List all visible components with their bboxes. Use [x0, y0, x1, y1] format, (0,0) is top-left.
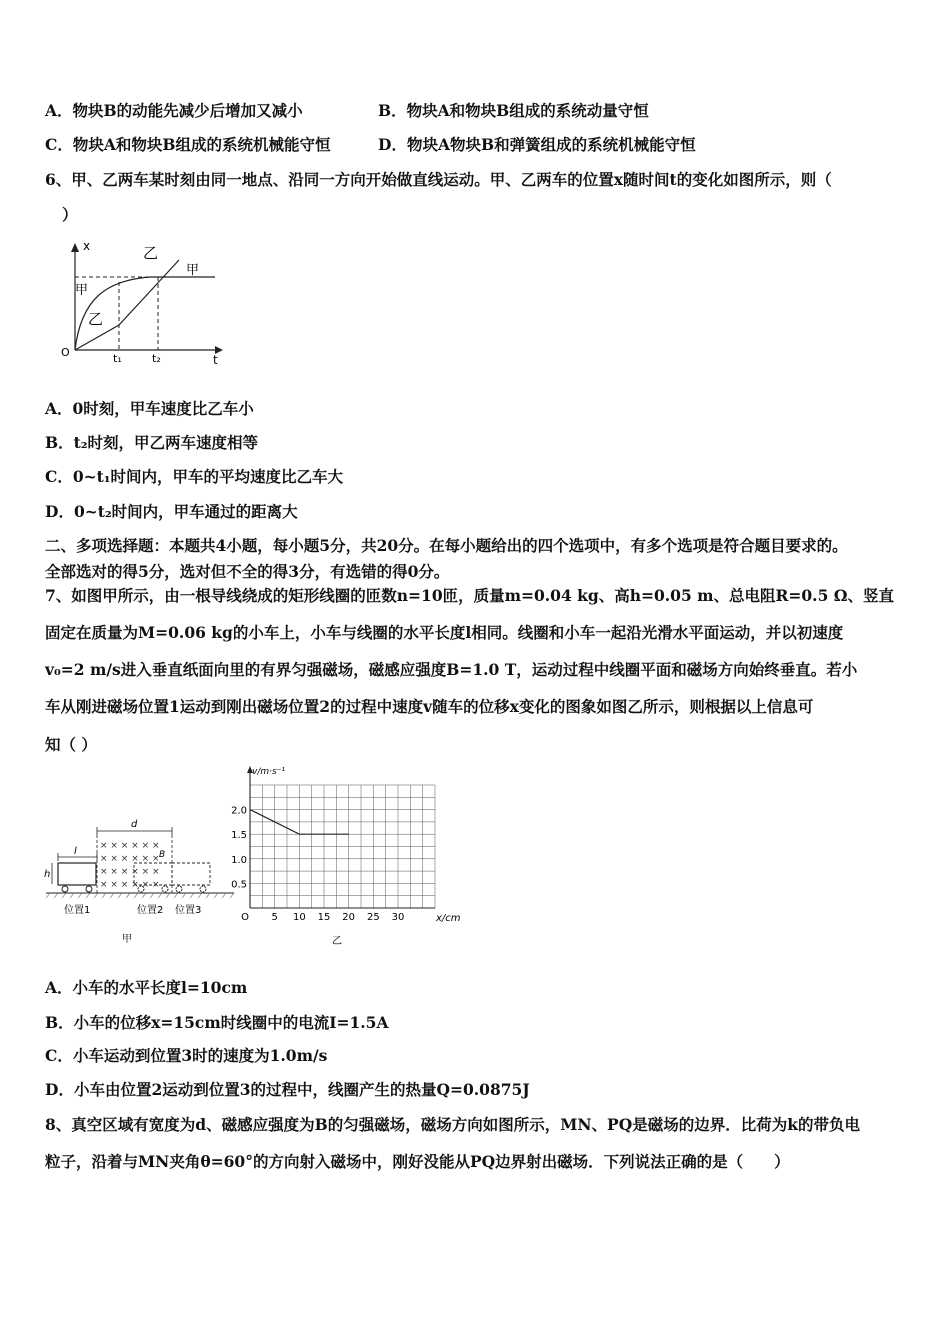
q6-origin-label: O — [61, 346, 70, 359]
q6-t1-label: t₁ — [113, 352, 122, 365]
svg-text:× × × × × ×: × × × × × × — [100, 841, 160, 851]
q7-figure-jia — [42, 815, 242, 950]
q7-chart-x-tick-label: 20 — [342, 912, 356, 923]
q7-wheel-icon — [62, 886, 68, 892]
q7-ground-hatching — [46, 893, 234, 898]
q6-label-yi-top: 乙 — [143, 244, 159, 262]
q7-wheel-icon — [176, 886, 182, 892]
svg-text:× × × × × ×: × × × × × × — [100, 867, 160, 877]
q6-label-jia-left: 甲 — [75, 283, 89, 298]
q7-option-a: A．小车的水平长度l=10cm — [45, 978, 248, 997]
q6-label-yi-low: 乙 — [88, 310, 104, 328]
q8-stem-line-2: 粒子，沿着与MN夹角θ=60°的方向射入磁场中，刚好没能从PQ边界射出磁场．下列说法正确的是（ ） — [45, 1152, 790, 1171]
q7-figure-yi-chart — [228, 762, 466, 952]
q7-d-label: d — [131, 819, 138, 830]
q6-x-axis-arrow — [71, 243, 79, 252]
q7-position-3-label: 位置3 — [175, 905, 202, 916]
q8-stem-line-1: 8、真空区域有宽度为d、磁感应强度为B的匀强磁场，磁场方向如图所示，MN、PQ是磁场的边界．比荷为k的带负电 — [45, 1115, 860, 1134]
q7-stem-line-5: 知（ ） — [45, 735, 97, 754]
q6-x-axis-label: x — [83, 239, 91, 253]
q6-stem-line-1: 6、甲、乙两车某时刻由同一地点、沿同一方向开始做直线运动。甲、乙两车的位置x随时间t的变化如图所示，则（ — [45, 170, 832, 189]
q7-coil-position-3 — [172, 863, 210, 885]
q7-chart-x-tick-label: 30 — [391, 912, 405, 923]
svg-text:× × × × × ×: × × × × × × — [100, 854, 160, 864]
q7-chart-x-tick-label: 25 — [366, 912, 380, 923]
section2-instructions-line-2: 全部选对的得5分，选对但不全的得3分，有选错的得0分。 — [45, 562, 450, 581]
q7-chart-x-tick-label: 10 — [292, 912, 306, 923]
q7-coil-position-1 — [58, 863, 96, 885]
q6-option-d: D．0~t₂时间内，甲车通过的距离大 — [45, 502, 298, 521]
q7-wheel-icon — [86, 886, 92, 892]
q6-option-b: B．t₂时刻，甲乙两车速度相等 — [45, 433, 259, 452]
q6-stem-line-2: ） — [62, 205, 78, 224]
q7-figure-jia-caption: 甲 — [122, 934, 132, 945]
q6-t2-label: t₂ — [152, 352, 161, 365]
q6-option-a: A．0时刻，甲车速度比乙车小 — [45, 399, 254, 418]
q7-chart-grid — [250, 785, 435, 908]
q7-stem-line-1: 7、如图甲所示，由一根导线绕成的矩形线圈的匝数n=10匝，质量m=0.04 kg、高h=0.05 m、总电阻R=0.5 Ω、竖直 — [45, 586, 895, 605]
q6-position-time-graph — [55, 238, 230, 368]
q7-chart-x-axis-label: x/cm — [436, 913, 461, 924]
q7-chart-y-tick-label: 1.5 — [231, 830, 247, 842]
section2-instructions-line-1: 二、多项选择题：本题共4小题，每小题5分，共20分。在每小题给出的四个选项中，有多个选项是符合题目要求的。 — [45, 536, 848, 555]
q7-stem-line-4: 车从刚进磁场位置1运动到刚出磁场位置2的过程中速度v随车的位移x变化的图象如图乙所示，则根据以上信息可 — [45, 697, 814, 716]
q7-b-label: B — [159, 850, 166, 860]
q7-stem-line-2: 固定在质量为M=0.06 kg的小车上，小车与线圈的水平长度l相同。线圈和小车一起沿光滑水平面运动，并以初速度 — [45, 623, 844, 642]
q5-option-b: B．物块A和物块B组成的系统动量守恒 — [378, 101, 649, 120]
q7-option-c: C．小车运动到位置3时的速度为1.0m/s — [45, 1046, 328, 1065]
q7-position-2-label: 位置2 — [137, 905, 164, 916]
q7-chart-y-tick-label: 0.5 — [231, 879, 247, 891]
q7-chart-x-tick-label: 5 — [271, 912, 278, 923]
q7-figure-yi-caption: 乙 — [332, 936, 342, 947]
q7-chart-x-tick-label: 15 — [317, 912, 331, 923]
q7-stem-line-3: v₀=2 m/s进入垂直纸面向里的有界匀强磁场，磁感应强度B=1.0 T，运动过程中线圈平面和磁场方向始终垂直。若小 — [45, 660, 858, 679]
q7-chart-y-axis-label: v/m·s⁻¹ — [252, 767, 286, 777]
q7-wheel-icon — [200, 886, 206, 892]
q7-l-label: l — [74, 846, 77, 857]
q7-magnetic-field-crosses — [100, 841, 160, 890]
q5-option-c: C．物块A和物块B组成的系统机械能守恒 — [45, 135, 331, 154]
q6-t-axis-label: t — [213, 353, 218, 367]
q5-option-d: D．物块A物块B和弹簧组成的系统机械能守恒 — [378, 135, 696, 154]
q7-option-b: B．小车的位移x=15cm时线圈中的电流I=1.5A — [45, 1013, 389, 1032]
q5-option-a: A．物块B的动能先减少后增加又减小 — [45, 101, 303, 120]
q7-wheel-icon — [162, 886, 168, 892]
q7-chart-y-tick-label: 1.0 — [231, 854, 247, 866]
q6-option-c: C．0~t₁时间内，甲车的平均速度比乙车大 — [45, 467, 344, 486]
q7-position-1-label: 位置1 — [64, 905, 91, 916]
q7-chart-y-tick-label: 2.0 — [231, 805, 247, 817]
svg-text:× × × × × ×: × × × × × × — [100, 880, 160, 890]
q7-chart-x-tick-label: O — [241, 912, 249, 923]
q6-label-jia-right: 甲 — [186, 263, 200, 278]
q7-option-d: D．小车由位置2运动到位置3的过程中，线圈产生的热量Q=0.0875J — [45, 1080, 530, 1099]
q7-h-label: h — [44, 869, 51, 880]
